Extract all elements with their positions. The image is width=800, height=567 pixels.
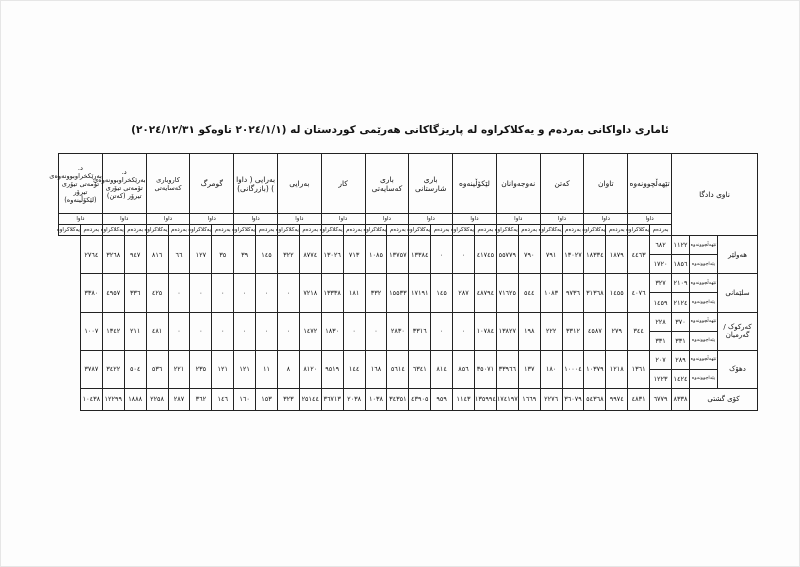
total-value: ۱۱٤۳ bbox=[453, 388, 475, 410]
value-cell: ۰ bbox=[190, 274, 212, 312]
value-cell: ۷۱۳ bbox=[343, 236, 365, 274]
pending-subheader: بەردەم bbox=[212, 225, 234, 236]
value-cell: ۸۱٦ bbox=[146, 236, 168, 274]
row-type-label: تێهەڵچوونەوە bbox=[690, 312, 718, 331]
dawa-subheader: داوا bbox=[365, 214, 409, 225]
value-cell: ۱۲۱ bbox=[234, 350, 256, 388]
value-cell: ۰ bbox=[168, 312, 190, 350]
court-row-top bbox=[59, 236, 758, 255]
resolved-subheader: یەکلاکراوە bbox=[277, 225, 299, 236]
value-cell: ۳۲٦۸ bbox=[102, 236, 124, 274]
dawa-subheader: داوا bbox=[277, 214, 321, 225]
value-cell: ۷۹۰ bbox=[518, 236, 540, 274]
value-cell: ۱٦۸ bbox=[365, 350, 387, 388]
pending-subheader: بەردەم bbox=[256, 225, 278, 236]
total-value: ٥٤۳٦۸ bbox=[584, 388, 606, 410]
pending-subheader: بەردەم bbox=[650, 225, 672, 236]
resolved-subheader: یەکلاکراوە bbox=[321, 225, 343, 236]
value-cell: ۸۱٤ bbox=[431, 350, 453, 388]
category-header: د. بەرێکخراوبوونەوەی تۆمەتی تیۆری تیرۆر (کەتن) bbox=[102, 154, 146, 214]
value-cell: ۱۲۷ bbox=[190, 236, 212, 274]
value-cell: ۳٤٢۲ bbox=[102, 350, 124, 388]
value-cell: ۹۷۳٦ bbox=[562, 274, 584, 312]
resolved-subheader: یەکلاکراوە bbox=[453, 225, 475, 236]
pending-subheader: بەردەم bbox=[299, 225, 321, 236]
total-value: ۲٢٥۸ bbox=[146, 388, 168, 410]
value-cell: ۳۷۸۷ bbox=[80, 350, 102, 388]
resolved-subheader: یەکلاکراوە bbox=[584, 225, 606, 236]
value-cell: ۰ bbox=[431, 236, 453, 274]
category-header: تاوان bbox=[584, 154, 628, 214]
value-cell: ۱۳۳۸٤ bbox=[409, 236, 431, 274]
total-value: ۱٦۰ bbox=[234, 388, 256, 410]
review-pending: ۱۸٥٦ bbox=[672, 255, 690, 274]
value-cell: ۱۱ bbox=[256, 350, 278, 388]
category-header: بەرایی bbox=[277, 154, 321, 214]
page-title: ئاماری داواکانی بەردەم و یەکلاکراوە لە پاریزگاکانی هەرێمی کوردستان لە (۲۰۲٤/۱/۱ تاوەکو ۲۰۲٤/۱۲/۳۱) bbox=[131, 124, 669, 136]
header-row-dawa bbox=[59, 214, 758, 225]
value-cell: ٤۸۷۹٤ bbox=[474, 274, 496, 312]
value-cell: ۳۳۸۰ bbox=[80, 274, 102, 312]
value-cell: ٤۱۷٤٥ bbox=[474, 236, 496, 274]
value-cell: ۱۸۷۹ bbox=[606, 236, 628, 274]
value-cell: ۸۷۷٤ bbox=[299, 236, 321, 274]
court-row-top bbox=[59, 312, 758, 331]
row-type-label: تێهەڵچوونەوە bbox=[690, 274, 718, 293]
total-value: ۳٦۰۷۹ bbox=[562, 388, 584, 410]
value-cell: ٦٣٤۱ bbox=[409, 350, 431, 388]
total-value: ۱۸۸۸ bbox=[124, 388, 146, 410]
value-cell: ۱۳۳۳۸ bbox=[321, 274, 343, 312]
appeal-pending: ۲۱۰۹ bbox=[672, 274, 690, 293]
resolved-subheader: یەکلاکراوە bbox=[628, 225, 650, 236]
category-header: گومرگ bbox=[190, 154, 234, 214]
court-name: دهۆک bbox=[718, 350, 758, 388]
resolved-subheader: یەکلاکراوە bbox=[102, 225, 124, 236]
row-type-label: پێداچوونەوە bbox=[690, 369, 718, 388]
value-cell: ۰ bbox=[234, 274, 256, 312]
category-header: کار bbox=[321, 154, 365, 214]
pending-subheader: بەردەم bbox=[80, 225, 102, 236]
value-cell: ۱۸۱ bbox=[343, 274, 365, 312]
value-cell: ۱۰۰۰٤ bbox=[562, 350, 584, 388]
pending-subheader: بەردەم bbox=[387, 225, 409, 236]
statistics-table-wrap bbox=[49, 153, 758, 411]
value-cell: ٤۹٥۷ bbox=[102, 274, 124, 312]
value-cell: ۰ bbox=[234, 312, 256, 350]
appeal-resolved: ۲۰۷ bbox=[650, 350, 672, 369]
value-cell: ۳۹ bbox=[234, 236, 256, 274]
dawa-subheader: داوا bbox=[540, 214, 584, 225]
row-type-label: تێهەڵچوونەوە bbox=[690, 236, 718, 255]
value-cell: ۹٥۱۹ bbox=[321, 350, 343, 388]
total-value: ۱۷٤۱۹۷ bbox=[496, 388, 518, 410]
value-cell: ۱۳٦۱ bbox=[628, 350, 650, 388]
dawa-subheader: داوا bbox=[234, 214, 278, 225]
statistics-table bbox=[49, 153, 758, 411]
value-cell: ۰ bbox=[256, 312, 278, 350]
value-cell: ۰ bbox=[212, 274, 234, 312]
value-cell: ۱۸۳۳٤ bbox=[584, 236, 606, 274]
dawa-subheader: داوا bbox=[146, 214, 190, 225]
category-header: باری کەسایەتی bbox=[365, 154, 409, 214]
value-cell: ۱۳۸۲۷ bbox=[496, 312, 518, 350]
value-cell: ٥٥۷۷۹ bbox=[496, 236, 518, 274]
value-cell: ۱٤٤ bbox=[343, 350, 365, 388]
value-cell: ۳۳۲ bbox=[365, 274, 387, 312]
total-value: ۳٦۷۱۳ bbox=[321, 388, 343, 410]
value-cell: ۳۱۳٦۸ bbox=[584, 274, 606, 312]
pending-subheader: بەردەم bbox=[518, 225, 540, 236]
dawa-subheader: داوا bbox=[496, 214, 540, 225]
review-resolved: ۱۷۲۰ bbox=[650, 255, 672, 274]
review-resolved: ۱٤٥۹ bbox=[650, 293, 672, 312]
total-value: ۲۲۷٦ bbox=[540, 388, 562, 410]
review-pending: ۱٤۲٤ bbox=[672, 369, 690, 388]
resolved-subheader: یەکلاکراوە bbox=[59, 225, 81, 236]
value-cell: ۳۳۱٦ bbox=[409, 312, 431, 350]
total-value: ۹٥۹ bbox=[431, 388, 453, 410]
value-cell: ۳۳۱۲ bbox=[562, 312, 584, 350]
dawa-subheader: داوا bbox=[190, 214, 234, 225]
value-cell: ۱۳۰۲٦ bbox=[321, 236, 343, 274]
appeal-pending: ۳۷۰ bbox=[672, 312, 690, 331]
resolved-subheader: یەکلاکراوە bbox=[496, 225, 518, 236]
value-cell: ٤٢٥ bbox=[146, 274, 168, 312]
value-cell: ۳٤٤ bbox=[628, 312, 650, 350]
pending-subheader: بەردەم bbox=[562, 225, 584, 236]
category-header: د. بەرێکخراوبوونەوەی تۆمەتی تیۆری تیرۆر (لێکۆڵینەوە) bbox=[59, 154, 103, 214]
total-value: ٤۸۳۱ bbox=[628, 388, 650, 410]
value-cell: ۱۲۱ bbox=[212, 350, 234, 388]
value-cell: ۰ bbox=[343, 312, 365, 350]
pending-subheader: بەردەم bbox=[474, 225, 496, 236]
value-cell: ۳۲۲ bbox=[277, 236, 299, 274]
value-cell: ۱۲۱۸ bbox=[606, 350, 628, 388]
resolved-subheader: یەکلاکراوە bbox=[234, 225, 256, 236]
dawa-subheader: داوا bbox=[584, 214, 628, 225]
category-header: باری شارستانی bbox=[409, 154, 453, 214]
value-cell: ۱۰۰۷ bbox=[80, 312, 102, 350]
value-cell: ۰ bbox=[365, 312, 387, 350]
value-cell: ٥۰٤ bbox=[124, 350, 146, 388]
court-name: هەولێر bbox=[718, 236, 758, 274]
value-cell: ۳٥ bbox=[212, 236, 234, 274]
dawa-subheader: داوا bbox=[453, 214, 497, 225]
total-value: ۳٦٢ bbox=[190, 388, 212, 410]
value-cell: ۰ bbox=[190, 312, 212, 350]
value-cell: ۲۱۱ bbox=[124, 312, 146, 350]
value-cell: ٥٣٦ bbox=[146, 350, 168, 388]
value-cell: ۳۳۹٦٦ bbox=[496, 350, 518, 388]
value-cell: ۱٤٥٥ bbox=[606, 274, 628, 312]
dawa-subheader: داوا bbox=[321, 214, 365, 225]
total-value: ۳۲۳ bbox=[277, 388, 299, 410]
category-header: نەوجەوانان bbox=[496, 154, 540, 214]
total-value: ٦۷۷۹ bbox=[650, 388, 672, 410]
value-cell: ۰ bbox=[168, 274, 190, 312]
total-value: ۹۹۷٤ bbox=[606, 388, 628, 410]
header-row-categories bbox=[59, 154, 758, 214]
value-cell: ۱۰۸٥ bbox=[365, 236, 387, 274]
total-row bbox=[59, 388, 758, 410]
category-header: کاروباری کەسایەتی bbox=[146, 154, 190, 214]
total-value: ٤۳۹۰٥ bbox=[409, 388, 431, 410]
value-cell: ٤۸۱ bbox=[146, 312, 168, 350]
row-type-label: پێداچوونەوە bbox=[690, 331, 718, 350]
row-type-label: پێداچوونەوە bbox=[690, 293, 718, 312]
total-value: ۱٤٦ bbox=[212, 388, 234, 410]
appeal-pending: ۲۸۹ bbox=[672, 350, 690, 369]
value-cell: ۷۱٦۲٥ bbox=[496, 274, 518, 312]
total-value: ۱٦٦۹ bbox=[518, 388, 540, 410]
resolved-subheader: یەکلاکراوە bbox=[146, 225, 168, 236]
value-cell: ۰ bbox=[212, 312, 234, 350]
total-value: ۸۳۳۸ bbox=[672, 388, 690, 410]
total-value: ۳٤۳٥۱ bbox=[387, 388, 409, 410]
value-cell: ۲۲۲ bbox=[540, 312, 562, 350]
dawa-subheader: داوا bbox=[409, 214, 453, 225]
resolved-subheader: یەکلاکراوە bbox=[365, 225, 387, 236]
total-value: ۱۰۳۸ bbox=[365, 388, 387, 410]
value-cell: ۲۸۳۰ bbox=[387, 312, 409, 350]
appeal-pending: ۱۱۲۲ bbox=[672, 236, 690, 255]
total-value: ۱۳٥۹۹٤ bbox=[474, 388, 496, 410]
total-value: ۲٥۱٤٤ bbox=[299, 388, 321, 410]
value-cell: ۰ bbox=[453, 312, 475, 350]
total-label: کۆی گشتی bbox=[690, 388, 758, 410]
pending-subheader: بەردەم bbox=[606, 225, 628, 236]
pending-subheader: بەردەم bbox=[124, 225, 146, 236]
resolved-subheader: یەکلاکراوە bbox=[540, 225, 562, 236]
category-header: کەتن bbox=[540, 154, 584, 214]
row-type-label: تێهەڵچوونەوە bbox=[690, 350, 718, 369]
pending-subheader: بەردەم bbox=[168, 225, 190, 236]
value-cell: ٥٦۱٤ bbox=[387, 350, 409, 388]
value-cell: ٤٥۸۷ bbox=[584, 312, 606, 350]
value-cell: ۱۳٤۲ bbox=[102, 312, 124, 350]
value-cell: ۱۰۸۳ bbox=[540, 274, 562, 312]
value-cell: ۱۳۰۲۷ bbox=[562, 236, 584, 274]
value-cell: ۸۱۲۰ bbox=[299, 350, 321, 388]
value-cell: ۳٥۰۷۱ bbox=[474, 350, 496, 388]
total-value: ۲۰۳۸ bbox=[343, 388, 365, 410]
value-cell: ۲۳٥ bbox=[190, 350, 212, 388]
value-cell: ۲۲۱ bbox=[168, 350, 190, 388]
header-row-status bbox=[59, 225, 758, 236]
resolved-subheader: یەکلاکراوە bbox=[409, 225, 431, 236]
resolved-subheader: یەکلاکراوە bbox=[190, 225, 212, 236]
review-pending: ۲۱۲٤ bbox=[672, 293, 690, 312]
total-value: ۱۲۲۹۹ bbox=[102, 388, 124, 410]
total-value: ۱٥۳ bbox=[256, 388, 278, 410]
total-value: ۲۸۷ bbox=[168, 388, 190, 410]
review-resolved: ۱۲۲۳ bbox=[650, 369, 672, 388]
value-cell: ۱۸۳۰ bbox=[321, 312, 343, 350]
appeal-resolved: ۳۲۷ bbox=[650, 274, 672, 293]
dawa-subheader: داوا bbox=[628, 214, 672, 225]
value-cell: ۲۷۹ bbox=[606, 312, 628, 350]
pending-subheader: بەردەم bbox=[431, 225, 453, 236]
dawa-subheader: داوا bbox=[59, 214, 103, 225]
review-pending: ۳۳۱ bbox=[672, 331, 690, 350]
pending-subheader: بەردەم bbox=[343, 225, 365, 236]
value-cell: ۱۰۳۷۹ bbox=[584, 350, 606, 388]
category-header: لێکۆڵینەوە bbox=[453, 154, 497, 214]
value-cell: ۰ bbox=[256, 274, 278, 312]
category-header: تێهەڵچوونەوە bbox=[628, 154, 672, 214]
value-cell: ۸٥٦ bbox=[453, 350, 475, 388]
total-value: ۱۰٤۳۸ bbox=[80, 388, 102, 410]
row-type-label: پێداچوونەوە bbox=[690, 255, 718, 274]
court-name-header: ناوی دادگا bbox=[672, 154, 758, 236]
value-cell: ٦٦ bbox=[168, 236, 190, 274]
value-cell: ۱۸۰ bbox=[540, 350, 562, 388]
value-cell: ۱۹۸ bbox=[518, 312, 540, 350]
value-cell: ۷۹۱ bbox=[540, 236, 562, 274]
court-name: کەرکوک / گەرمیان bbox=[718, 312, 758, 350]
value-cell: ۲۷٦٤ bbox=[80, 236, 102, 274]
value-cell: ۱۷۱۹۱ bbox=[409, 274, 431, 312]
appeal-resolved: ٦۸۲ bbox=[650, 236, 672, 255]
category-header: بەرایی ( داوا ) (بازرگانی) bbox=[234, 154, 278, 214]
value-cell: ۹٤۷ bbox=[124, 236, 146, 274]
value-cell: ۳۳٦ bbox=[124, 274, 146, 312]
court-row-top bbox=[59, 274, 758, 293]
dawa-subheader: داوا bbox=[102, 214, 146, 225]
court-name: سلێمانی bbox=[718, 274, 758, 312]
value-cell: ۲۸۷ bbox=[453, 274, 475, 312]
value-cell: ۱۰۷۸٤ bbox=[474, 312, 496, 350]
court-row-top bbox=[59, 350, 758, 369]
value-cell: ۰ bbox=[453, 236, 475, 274]
value-cell: ۱٤٥ bbox=[256, 236, 278, 274]
value-cell: ۱٥٥۳۳ bbox=[387, 274, 409, 312]
review-resolved: ۳۳۱ bbox=[650, 331, 672, 350]
value-cell: ۰ bbox=[277, 274, 299, 312]
appeal-resolved: ۲۲۸ bbox=[650, 312, 672, 331]
value-cell: ۱٤٥ bbox=[431, 274, 453, 312]
value-cell: ۰ bbox=[431, 312, 453, 350]
value-cell: ۸ bbox=[277, 350, 299, 388]
value-cell: ۱۳۷٥۷ bbox=[387, 236, 409, 274]
value-cell: ۱۳۷ bbox=[518, 350, 540, 388]
value-cell: ۱٤۷۲ bbox=[299, 312, 321, 350]
value-cell: ۰ bbox=[277, 312, 299, 350]
value-cell: ٤۰۷٦ bbox=[628, 274, 650, 312]
value-cell: ۷۲۱۸ bbox=[299, 274, 321, 312]
value-cell: ٤٤٦٣ bbox=[628, 236, 650, 274]
value-cell: ٥٤٤ bbox=[518, 274, 540, 312]
